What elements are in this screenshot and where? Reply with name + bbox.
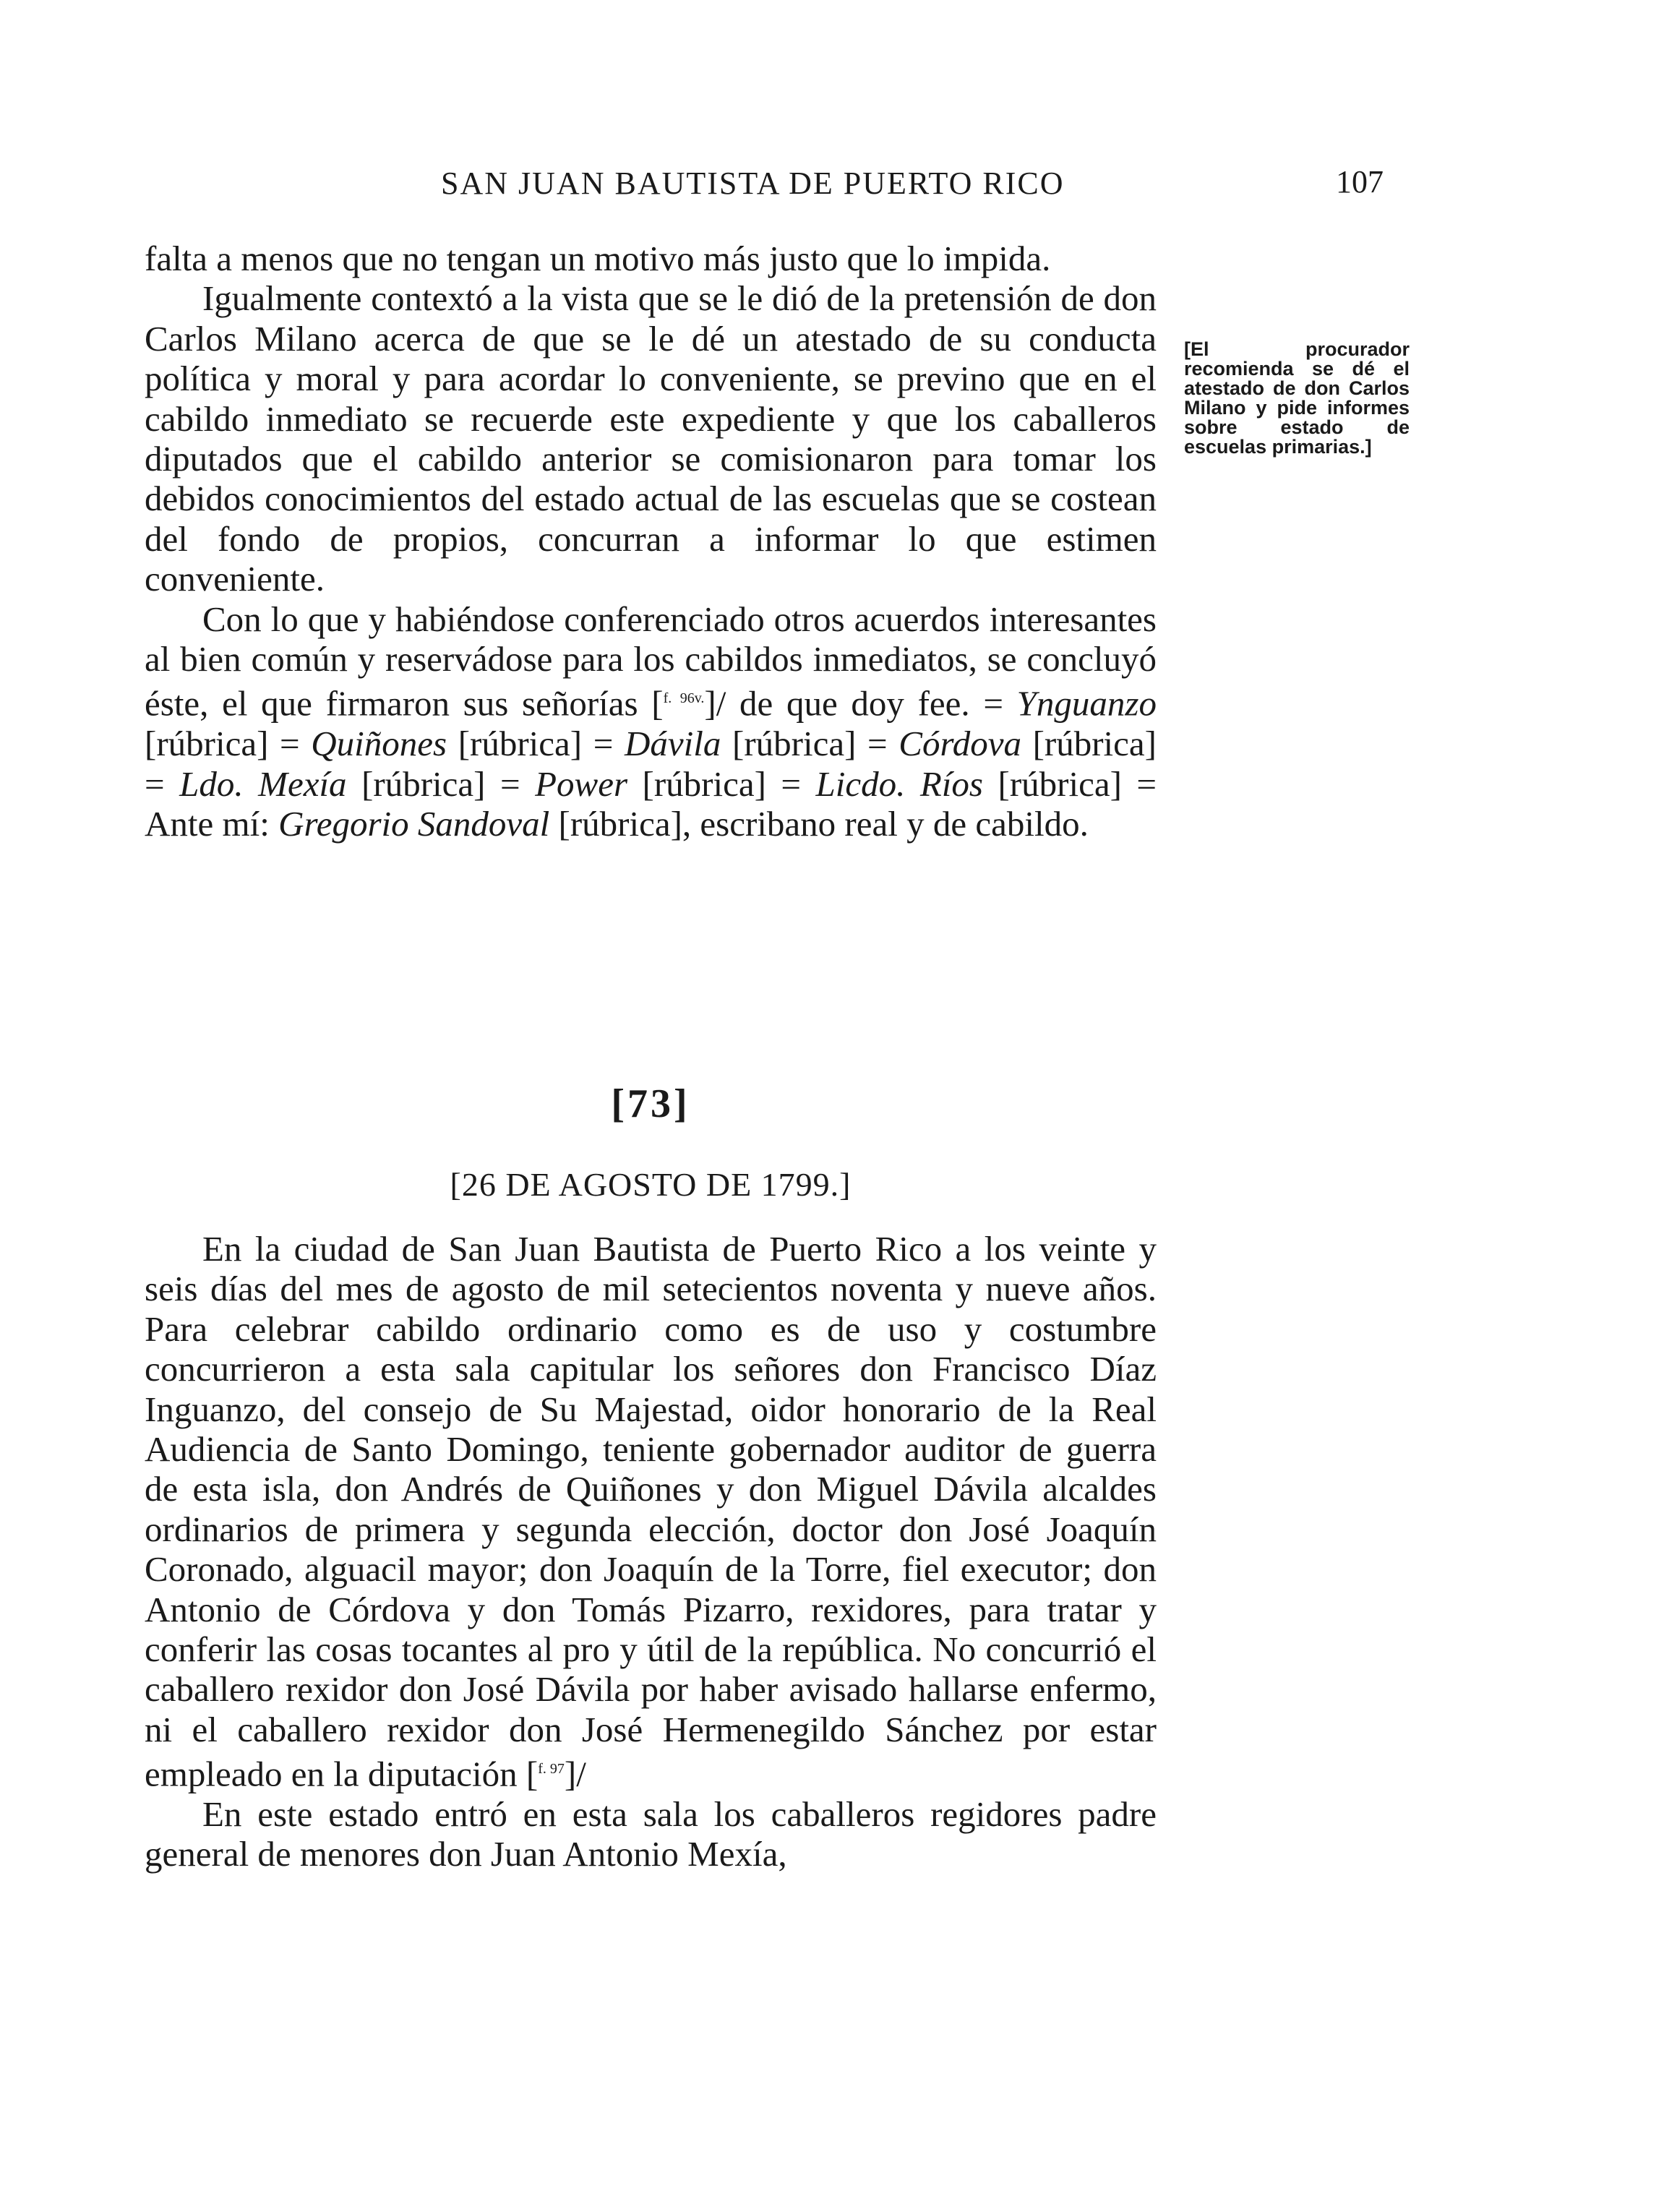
folio-marker: f. 96v. [663,690,705,707]
document-date: [26 DE AGOSTO DE 1799.] [450,1166,852,1203]
signature-name: Ynguanzo [1016,683,1157,724]
rubrica-mark: [rúbrica] [145,724,269,764]
rubrica-mark: [rúbrica] [732,724,857,764]
signature-name: Gregorio Sandoval [278,804,550,844]
paragraph: Igualmente contextó a la vista que se le dió de la pretensión de don Carlos Milano acerca de que se le dé un atestado de su conducta política y moral y para acordar lo conveniente, se previno que en el cabildo inmediato se recuerde este expediente y que los caballeros diputados que el cabildo anterior se comisionaron para tomar los debidos conocimientos del estado actual de las escuelas que se costean del fondo de propios, concurran a informar lo que estimen conveniente. [145,278,1157,599]
rubrica-mark: [rúbrica] [642,763,766,804]
text-section-1 [145,239,1157,844]
rubrica-mark: [rúbrica] [998,763,1122,804]
signature-name: Ldo. Mexía [179,763,347,804]
closing-text: escribano real y de cabildo. [700,804,1089,844]
marginal-note: [El procurador recomienda se dé el atestado de don Carlos Milano y pide informes sobre estado de escuelas primarias.] [1184,338,1410,458]
signature-name: Power [535,763,628,804]
paragraph-text: Con lo que y habiéndose conferenciado otros acuerdos interesantes al bien común y reservádose para los cabildos inmediatos, se concluyó éste, el que firmaron sus señorías [ [145,599,1157,724]
rubrica-mark: [rúbrica] [1032,724,1157,764]
page-number: 107 [1336,164,1384,200]
paragraph-signatures: Con lo que y habiéndose conferenciado otros acuerdos interesantes al bien común y reservádose para los cabildos inmediatos, se concluyó éste, el que firmaron sus señorías [$^{f. 96v.}$]/ de que doy fee. = Ynguanzo [rúbrica] = Quiñones [rúbrica] = Dávila [rúbrica] = Córdova [rúbrica] = Ldo. Mexía [rúbrica] = Power [rúbrica] = Licdo. Ríos [rúbrica] = Ante mí: Gregorio Sandoval [rúbrica], escribano real y de cabildo. [145,599,1157,844]
document-number: [73] [611,1081,690,1126]
signature-name: Córdova [899,724,1021,764]
signature-name: Licdo. Ríos [815,763,984,804]
paragraph-text: ]/ de que doy fee. = [704,683,1017,724]
ante-mi-label: Ante mí: [145,804,270,844]
folio-marker: f. 97 [538,1761,565,1778]
paragraph: En este estado entró en esta sala los caballeros regidores padre general de menores don Juan Antonio Mexía, [145,1794,1157,1874]
text-section-2 [145,1229,1157,1874]
paragraph [145,1229,1157,1794]
paragraph-text: ]/ [564,1754,586,1794]
running-head: SAN JUAN BAUTISTA DE PUERTO RICO [441,166,1065,201]
rubrica-mark: [rúbrica] [458,724,583,764]
rubrica-mark: [rúbrica] [558,804,682,844]
rubrica-mark: [rúbrica] [361,763,486,804]
paragraph: falta a menos que no tengan un motivo más justo que lo impida. [145,239,1051,278]
signature-name: Dávila [625,724,721,764]
paragraph-text: En la ciudad de San Juan Bautista de Puerto Rico a los veinte y seis días del mes de agosto de mil setecientos noventa y nueve años. Para celebrar cabildo ordinario como es de uso y costumbre concurrieron a esta sala capitular los señores don Francisco Díaz Inguanzo, del consejo de Su Majestad, oidor honorario de la Real Audiencia de Santo Domingo, teniente gobernador auditor de guerra de esta isla, don Andrés de Quiñones y don Miguel Dávila alcaldes ordinarios de primera y segunda elección, doctor don José Joaquín Coronado, alguacil mayor; don Joaquín de la Torre, fiel executor; don Antonio de Córdova y don Tomás Pizarro, rexidores, para tratar y conferir las cosas tocantes al pro y útil de la república. No concurrió el caballero rexidor don José Dávila por haber avisado hallarse enfermo, ni el caballero rexidor don José Hermenegildo Sánchez por estar empleado en la diputación [ [145,1229,1157,1794]
signature-name: Quiñones [311,724,447,764]
